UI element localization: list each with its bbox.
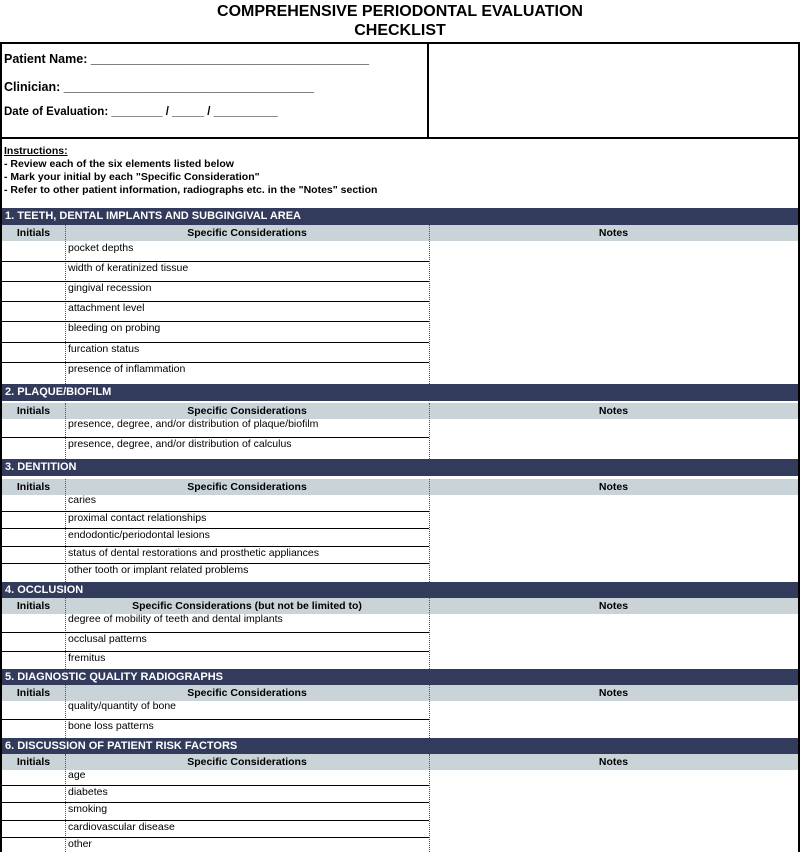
instructions-heading: Instructions: <box>4 145 68 157</box>
notes-column-header: Notes <box>598 687 629 699</box>
consideration-item: cardiovascular disease <box>68 820 175 833</box>
consideration-item: smoking <box>68 803 108 816</box>
checklist-form <box>0 42 800 852</box>
consideration-item: diabetes <box>68 786 108 799</box>
initials-cell[interactable] <box>2 241 65 261</box>
column-divider <box>65 225 66 384</box>
row-divider <box>2 837 429 838</box>
initials-cell[interactable] <box>2 321 65 341</box>
considerations-column-header: Specific Considerations <box>187 227 307 239</box>
initials-column-header: Initials <box>16 756 51 768</box>
row-divider <box>2 301 429 302</box>
row-divider <box>2 321 429 322</box>
instructions-block <box>4 145 377 197</box>
initials-cell[interactable] <box>2 785 65 802</box>
consideration-item: width of keratinized tissue <box>68 262 189 275</box>
initials-column-header: Initials <box>16 687 51 699</box>
row-divider <box>2 719 429 720</box>
row-divider <box>2 632 429 633</box>
initials-column-header: Initials <box>16 405 51 417</box>
consideration-item: pocket depths <box>68 242 134 254</box>
initials-column-header: Initials <box>16 600 51 612</box>
notes-column-header: Notes <box>598 756 629 768</box>
notes-column-header: Notes <box>598 600 629 612</box>
section-title: 2. PLAQUE/BIOFILM <box>2 384 798 401</box>
patient-info-box <box>2 44 429 139</box>
page-title <box>0 2 800 40</box>
initials-cell[interactable] <box>2 511 65 529</box>
row-divider <box>2 342 429 343</box>
consideration-item: proximal contact relationships <box>68 511 207 524</box>
blank-info-box <box>429 44 798 139</box>
initials-cell[interactable] <box>2 528 65 546</box>
row-divider <box>2 362 429 363</box>
notes-area[interactable] <box>430 241 798 384</box>
instruction-item: - Mark your initial by each "Specific Consideration" <box>4 171 260 183</box>
column-divider <box>65 598 66 669</box>
consideration-item: occlusal patterns <box>68 632 147 645</box>
initials-cell[interactable] <box>2 719 65 739</box>
section-title: 4. OCCLUSION <box>2 582 798 599</box>
consideration-item: bone loss patterns <box>68 720 154 732</box>
notes-column-header: Notes <box>598 227 629 239</box>
column-header-row <box>2 225 798 241</box>
initials-cell[interactable] <box>2 342 65 362</box>
initials-cell[interactable] <box>2 837 65 852</box>
considerations-column-header: Specific Considerations <box>187 756 307 768</box>
consideration-item: other tooth or implant related problems <box>68 564 249 576</box>
notes-area[interactable] <box>430 699 798 738</box>
initials-column-header: Initials <box>16 481 51 493</box>
consideration-item: quality/quantity of bone <box>68 700 176 712</box>
initials-cell[interactable] <box>2 281 65 301</box>
consideration-item: degree of mobility of teeth and dental implants <box>68 613 283 625</box>
initials-cell[interactable] <box>2 632 65 652</box>
section-title: 6. DISCUSSION OF PATIENT RISK FACTORS <box>2 738 798 755</box>
notes-area[interactable] <box>430 493 798 582</box>
initials-cell[interactable] <box>2 699 65 719</box>
initials-cell[interactable] <box>2 563 65 581</box>
row-divider <box>2 511 429 512</box>
instruction-item: - Review each of the six elements listed below <box>4 158 234 170</box>
consideration-item: furcation status <box>68 342 140 355</box>
title-line-2: CHECKLIST <box>354 22 446 39</box>
initials-cell[interactable] <box>2 546 65 564</box>
section-title: 1. TEETH, DENTAL IMPLANTS AND SUBGINGIVAL AREA <box>2 208 798 225</box>
evaluation-date-field[interactable]: Date of Evaluation: ________ / _____ / __________ <box>4 106 278 118</box>
row-divider <box>2 651 429 652</box>
consideration-item: fremitus <box>68 652 106 664</box>
row-divider <box>2 261 429 262</box>
notes-area[interactable] <box>430 612 798 669</box>
notes-area[interactable] <box>430 768 798 852</box>
row-divider <box>2 528 429 529</box>
consideration-item: presence, degree, and/or distribution of plaque/biofilm <box>68 418 319 430</box>
column-divider <box>65 403 66 459</box>
initials-cell[interactable] <box>2 261 65 281</box>
row-divider <box>2 785 429 786</box>
notes-column-header: Notes <box>598 481 629 493</box>
notes-column-header: Notes <box>598 405 629 417</box>
column-divider <box>65 685 66 738</box>
section-title: 5. DIAGNOSTIC QUALITY RADIOGRAPHS <box>2 669 798 686</box>
patient-name-field[interactable]: Patient Name: ________________________________________ <box>4 52 369 66</box>
initials-cell[interactable] <box>2 802 65 819</box>
consideration-item: age <box>68 769 86 781</box>
row-divider <box>2 802 429 803</box>
initials-cell[interactable] <box>2 768 65 785</box>
row-divider <box>2 820 429 821</box>
consideration-item: gingival recession <box>68 282 152 295</box>
considerations-column-header: Specific Considerations (but not be limited to) <box>132 600 362 612</box>
consideration-item: presence of inflammation <box>68 362 186 375</box>
consideration-item: attachment level <box>68 302 145 315</box>
considerations-column-header: Specific Considerations <box>187 481 307 493</box>
initials-cell[interactable] <box>2 612 65 632</box>
considerations-column-header: Specific Considerations <box>187 405 307 417</box>
row-divider <box>2 281 429 282</box>
title-line-1: COMPREHENSIVE PERIODONTAL EVALUATION <box>217 3 583 20</box>
initials-cell[interactable] <box>2 301 65 321</box>
initials-column-header: Initials <box>16 227 51 239</box>
consideration-item: status of dental restorations and prosthetic appliances <box>68 546 319 559</box>
consideration-item: bleeding on probing <box>68 322 161 335</box>
consideration-item: presence, degree, and/or distribution of calculus <box>68 438 292 450</box>
column-divider <box>65 479 66 582</box>
initials-cell[interactable] <box>2 651 65 671</box>
consideration-item: other <box>68 837 92 850</box>
initials-cell[interactable] <box>2 820 65 837</box>
initials-cell[interactable] <box>2 417 65 437</box>
instruction-item: - Refer to other patient information, radiographs etc. in the "Notes" section <box>4 184 378 196</box>
initials-cell[interactable] <box>2 437 65 457</box>
consideration-item: caries <box>68 494 97 506</box>
initials-cell[interactable] <box>2 362 65 382</box>
notes-area[interactable] <box>430 417 798 459</box>
clinician-field[interactable]: Clinician: ____________________________________ <box>4 80 314 94</box>
initials-cell[interactable] <box>2 493 65 511</box>
considerations-column-header: Specific Considerations <box>187 687 307 699</box>
consideration-item: endodontic/periodontal lesions <box>68 529 210 541</box>
section-title: 3. DENTITION <box>2 459 798 476</box>
